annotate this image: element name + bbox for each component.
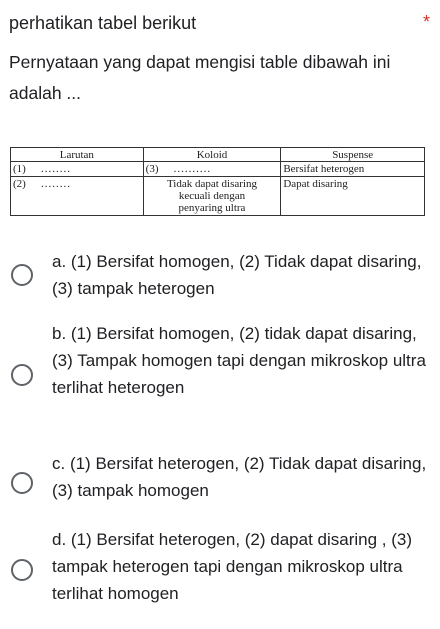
header-koloid: Koloid (143, 148, 281, 162)
blank-dots: .......... (173, 163, 212, 175)
question-description: Pernyataan yang dapat mengisi table dibawah ini adalah ... (9, 52, 391, 103)
option-b-label[interactable]: b. (1) Bersifat homogen, (2) tidak dapat disaring, (3) Tampak homogen tapi dengan mikroskop ultra terlihat heterogen (52, 324, 426, 397)
blank-dots: ........ (41, 163, 71, 175)
row-number: (2) (13, 178, 26, 190)
radio-button-icon[interactable] (11, 264, 33, 286)
table-row (11, 177, 425, 216)
cell-suspense-2: Dapat disaring (281, 177, 425, 216)
cell-larutan-2 (11, 177, 144, 216)
blank-dots: ........ (41, 178, 71, 190)
option-c[interactable] (0, 450, 440, 514)
cell-koloid-2 (143, 177, 281, 216)
row-number: (3) (145, 163, 159, 175)
option-a-label[interactable]: a. (1) Bersifat homogen, (2) Tidak dapat disaring, (3) tampak heterogen (52, 252, 422, 298)
table-header-row (11, 148, 425, 162)
cell-suspense-1: Bersifat heterogen (281, 162, 425, 177)
option-c-label[interactable]: c. (1) Bersifat heterogen, (2) Tidak dapat disaring, (3) tampak homogen (52, 454, 427, 500)
question-table (10, 147, 425, 216)
radio-button-icon[interactable] (11, 472, 33, 494)
option-d[interactable] (0, 526, 440, 616)
table-row (11, 162, 425, 177)
required-mark: * (422, 12, 430, 32)
option-d-label[interactable]: d. (1) Bersifat heterogen, (2) dapat disaring , (3) tampak heterogen tapi dengan mikroskop ultra terlihat homogen (52, 530, 413, 603)
koloid-text-line: penyaring ultra (178, 202, 246, 214)
koloid-text-line: Tidak dapat disaring (166, 178, 257, 190)
header-larutan: Larutan (11, 148, 144, 162)
cell-larutan-1 (11, 162, 144, 177)
option-b[interactable] (0, 320, 440, 436)
radio-button-icon[interactable] (11, 364, 33, 386)
row-number: (1) (13, 163, 26, 175)
koloid-text-line: kecuali dengan (178, 190, 246, 202)
radio-button-icon[interactable] (11, 559, 33, 581)
cell-koloid-1 (143, 162, 281, 177)
header-suspense: Suspense (281, 148, 425, 162)
option-a[interactable] (0, 244, 440, 308)
question-title: perhatikan tabel berikut (9, 13, 197, 33)
